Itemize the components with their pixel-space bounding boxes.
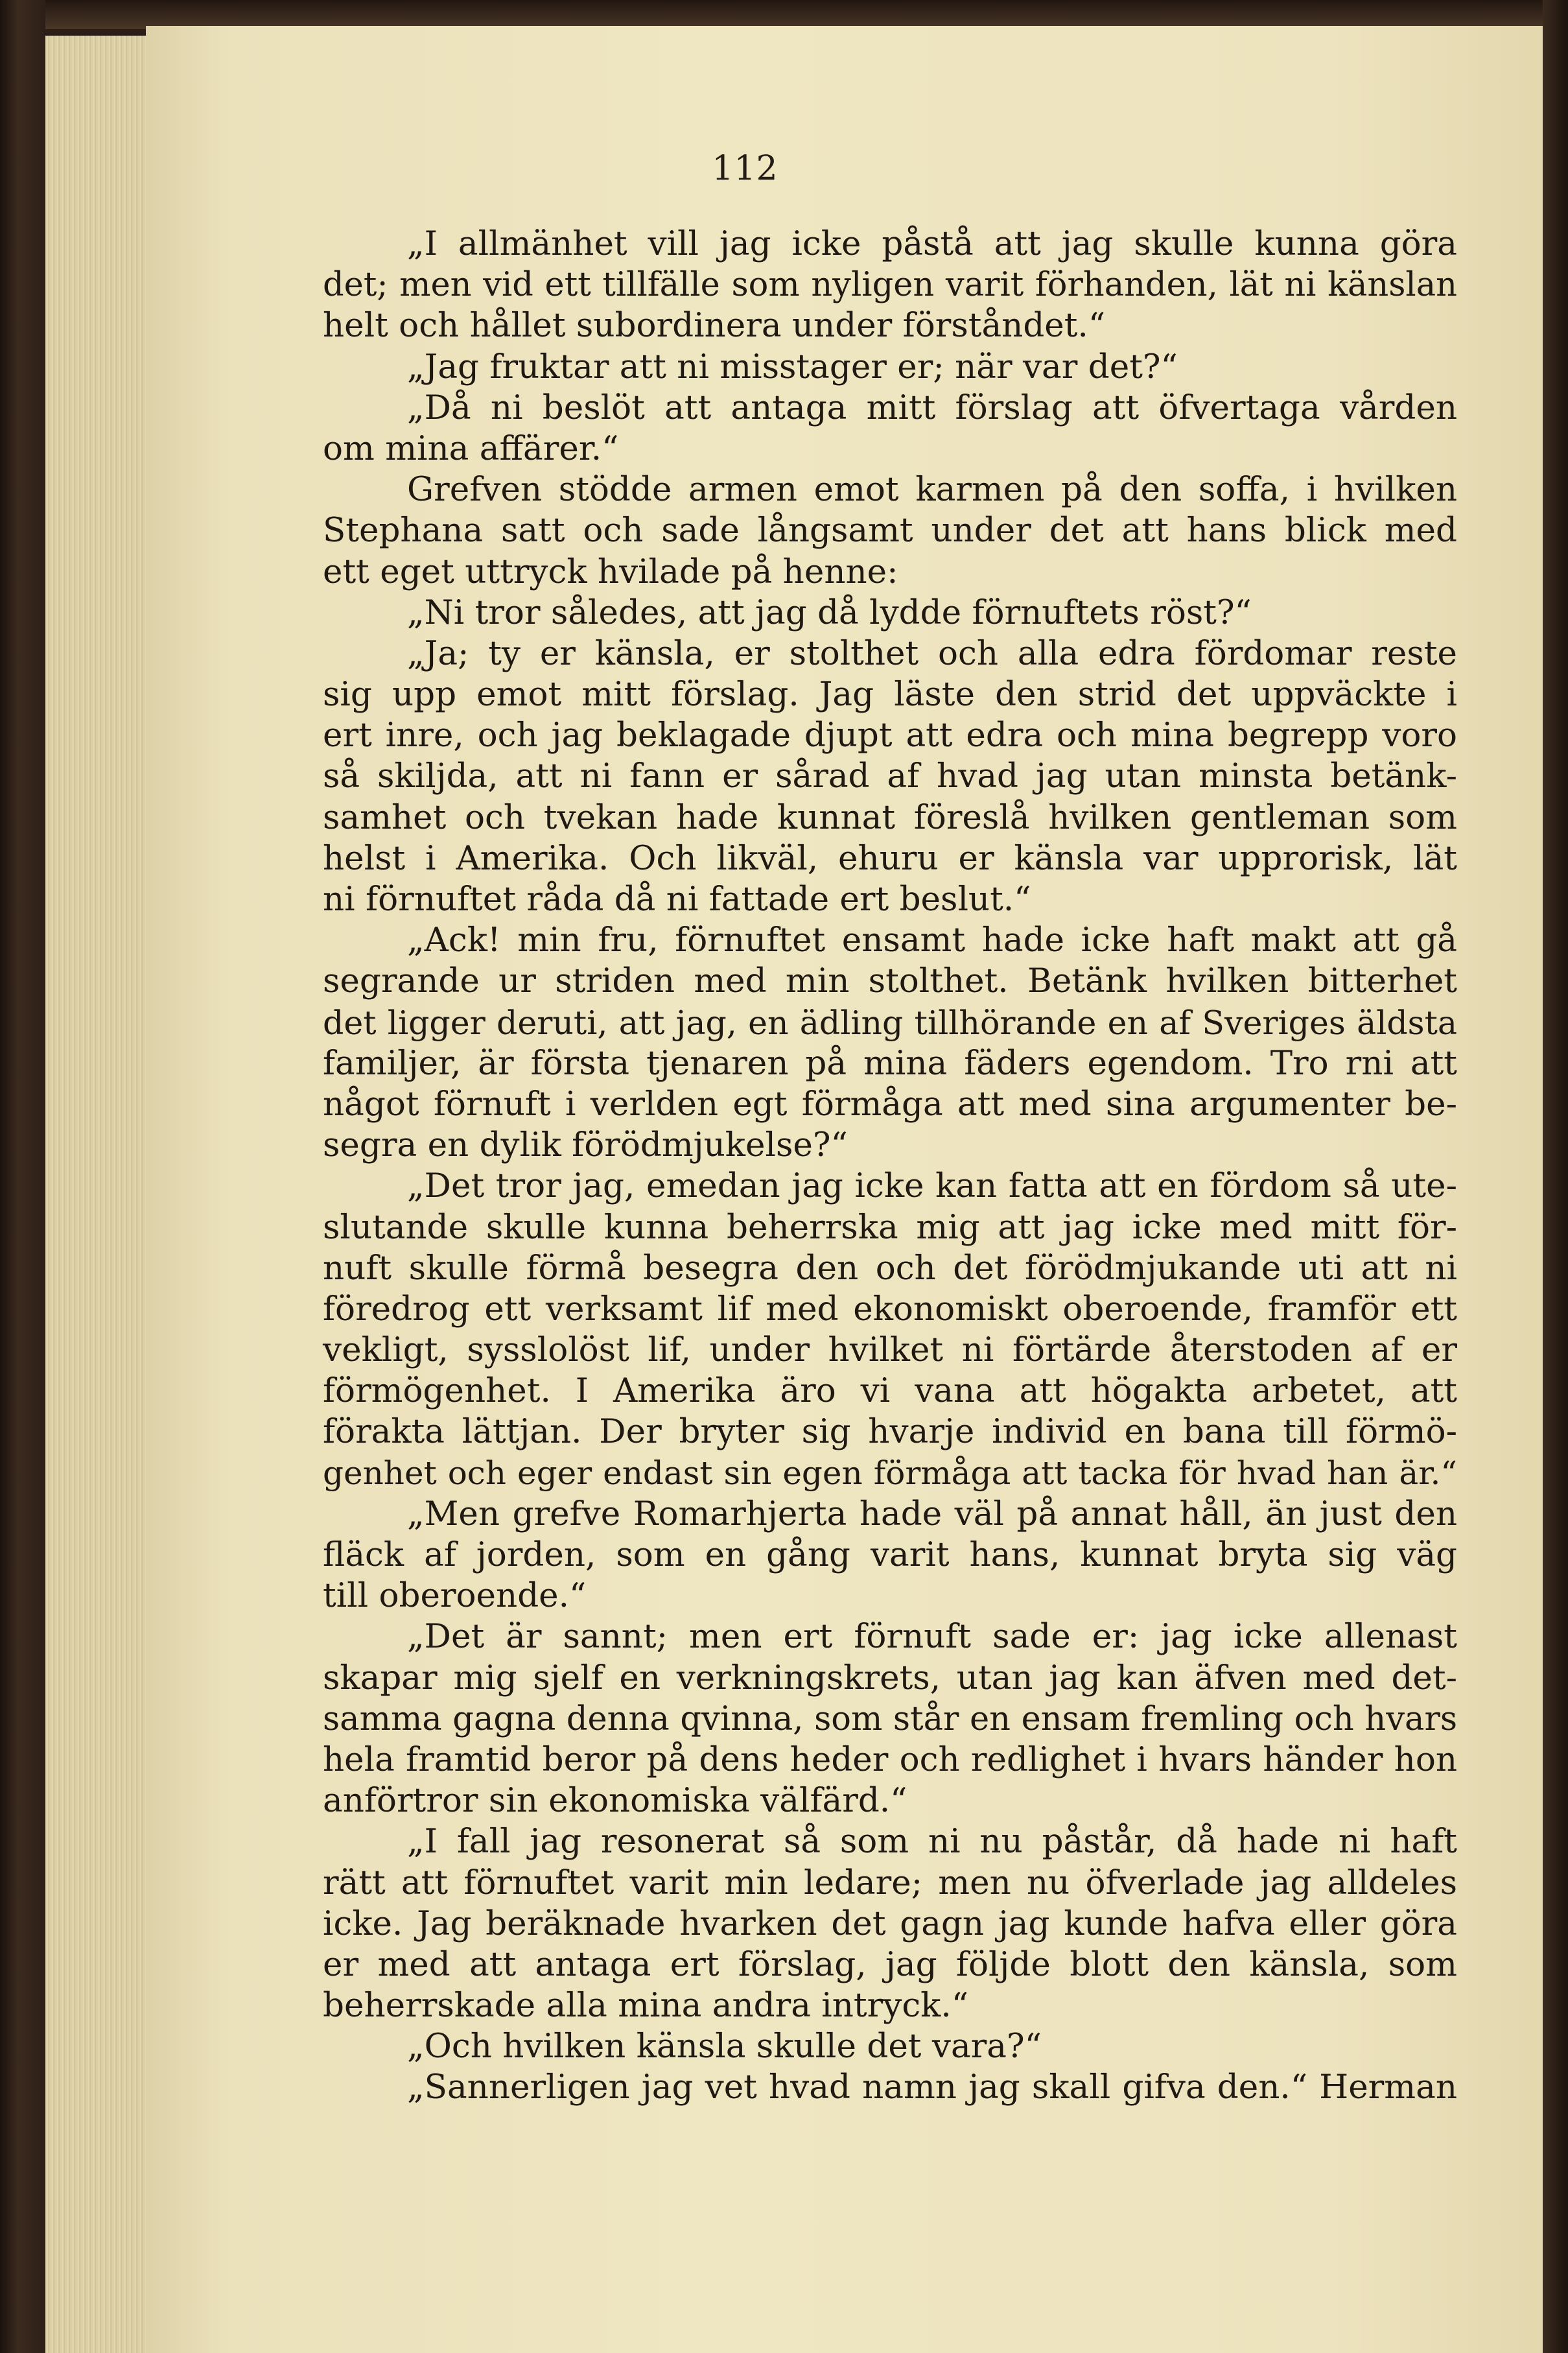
text-line: „Då ni beslöt att antaga mitt förslag att öfvertaga vården	[407, 388, 1457, 427]
book-right-edge	[1543, 0, 1568, 2353]
text-line: er med att antaga ert förslag, jag följde blott den känsla, som	[323, 1945, 1457, 1984]
text-line: slutande skulle kunna beherrska mig att jag icke med mitt för-	[323, 1207, 1457, 1247]
text-line: hela framtid beror på dens heder och redlighet i hvars händer hon	[323, 1740, 1457, 1779]
text-line: vekligt, sysslolöst lif, under hvilket ni förtärde återstoden af er	[323, 1330, 1457, 1370]
text-line: samma gagna denna qvinna, som står en ensam fremling och hvars	[323, 1699, 1457, 1738]
text-line: Grefven stödde armen emot karmen på den soffa, i hvilken	[407, 470, 1457, 510]
text-line: segra en dylik förödmjukelse?“	[323, 1126, 848, 1165]
text-line: „Och hvilken känsla skulle det vara?“	[407, 2027, 1042, 2066]
text-line: genhet och eger endast sin egen förmåga att tacka för hvad han är.“	[323, 1454, 1457, 1492]
text-line: det ligger deruti, att jag, en ädling tillhörande en af Sveriges äldsta	[323, 1003, 1457, 1042]
text-line: „Men grefve Romarhjerta hade väl på annat håll, än just den	[407, 1494, 1457, 1533]
page-number: 112	[712, 149, 778, 188]
text-line: något förnuft i verlden egt förmåga att med sina argumenter be-	[323, 1084, 1457, 1124]
text-line: icke. Jag beräknade hvarken det gagn jag kunde hafva eller göra	[323, 1904, 1457, 1943]
text-line: ett eget uttryck hvilade på henne:	[323, 552, 898, 591]
text-line: till oberoende.“	[323, 1576, 587, 1616]
text-line: „Jag fruktar att ni misstager er; när var det?“	[407, 347, 1178, 386]
text-line: förmögenhet. I Amerika äro vi vana att högakta arbetet, att	[323, 1371, 1457, 1411]
text-line: „I fall jag resonerat så som ni nu påstår, då hade ni haft	[407, 1822, 1457, 1862]
text-line: sig upp emot mitt förslag. Jag läste den strid det uppväckte i	[323, 675, 1457, 715]
text-line: skapar mig sjelf en verkningskrets, utan jag kan äfven med det-	[323, 1658, 1457, 1697]
text-line: nuft skulle förmå besegra den och det förödmjukande uti att ni	[323, 1248, 1457, 1288]
text-line: förakta lättjan. Der bryter sig hvarje individ en bana till förmö-	[323, 1412, 1457, 1452]
text-line: fläck af jorden, som en gång varit hans, kunnat bryta sig väg	[323, 1535, 1457, 1574]
text-line: „I allmänhet vill jag icke påstå att jag skulle kunna göra	[407, 224, 1457, 263]
text-line: det; men vid ett tillfälle som nyligen varit förhanden, lät ni känslan	[323, 266, 1457, 305]
text-line: familjer, är första tjenaren på mina fäders egendom. Tro rni att	[323, 1043, 1457, 1083]
text-line: beherrskade alla mina andra intryck.“	[323, 1986, 969, 2026]
text-line: helst i Amerika. Och likväl, ehuru er känsla var upprorisk, lät	[323, 838, 1457, 878]
text-line: „Ja; ty er känsla, er stolthet och alla edra fördomar reste	[407, 633, 1457, 673]
text-line: „Det är sannt; men ert förnuft sade er: jag icke allenast	[407, 1617, 1457, 1657]
book-top-edge	[45, 0, 1568, 29]
text-line: ert inre, och jag beklagade djupt att edra och mina begrepp voro	[323, 716, 1457, 755]
book-cover-spine	[0, 0, 45, 2353]
text-line: anförtror sin ekonomiska välfärd.“	[323, 1781, 907, 1821]
text-line: „Ni tror således, att jag då lydde förnuftets röst?“	[407, 593, 1252, 632]
text-line: så skiljda, att ni fann er sårad af hvad jag utan minsta betänk-	[323, 757, 1457, 796]
text-line: om mina affärer.“	[323, 429, 619, 468]
text-line: föredrog ett verksamt lif med ekonomiskt oberoende, framför ett	[323, 1289, 1457, 1329]
text-line: ni förnuftet råda då ni fattade ert beslut.“	[323, 880, 1031, 919]
text-line: helt och hållet subordinera under förståndet.“	[323, 306, 1106, 346]
page-stack-edges	[45, 36, 150, 2353]
page-text-block	[323, 224, 1457, 2109]
text-line: Stephana satt och sade långsamt under det att hans blick med	[323, 511, 1457, 550]
text-line: „Det tror jag, emedan jag icke kan fatta att en fördom så ute-	[407, 1166, 1457, 1206]
text-line: „Sannerligen jag vet hvad namn jag skall gifva den.“ Herman	[407, 2068, 1457, 2107]
text-line: segrande ur striden med min stolthet. Betänk hvilken bitterhet	[323, 962, 1457, 1001]
text-line: rätt att förnuftet varit min ledare; men nu öfverlade jag alldeles	[323, 1863, 1457, 1902]
text-line: „Ack! min fru, förnuftet ensamt hade icke haft makt att gå	[407, 921, 1457, 960]
text-line: samhet och tvekan hade kunnat föreslå hvilken gentleman som	[323, 798, 1457, 837]
